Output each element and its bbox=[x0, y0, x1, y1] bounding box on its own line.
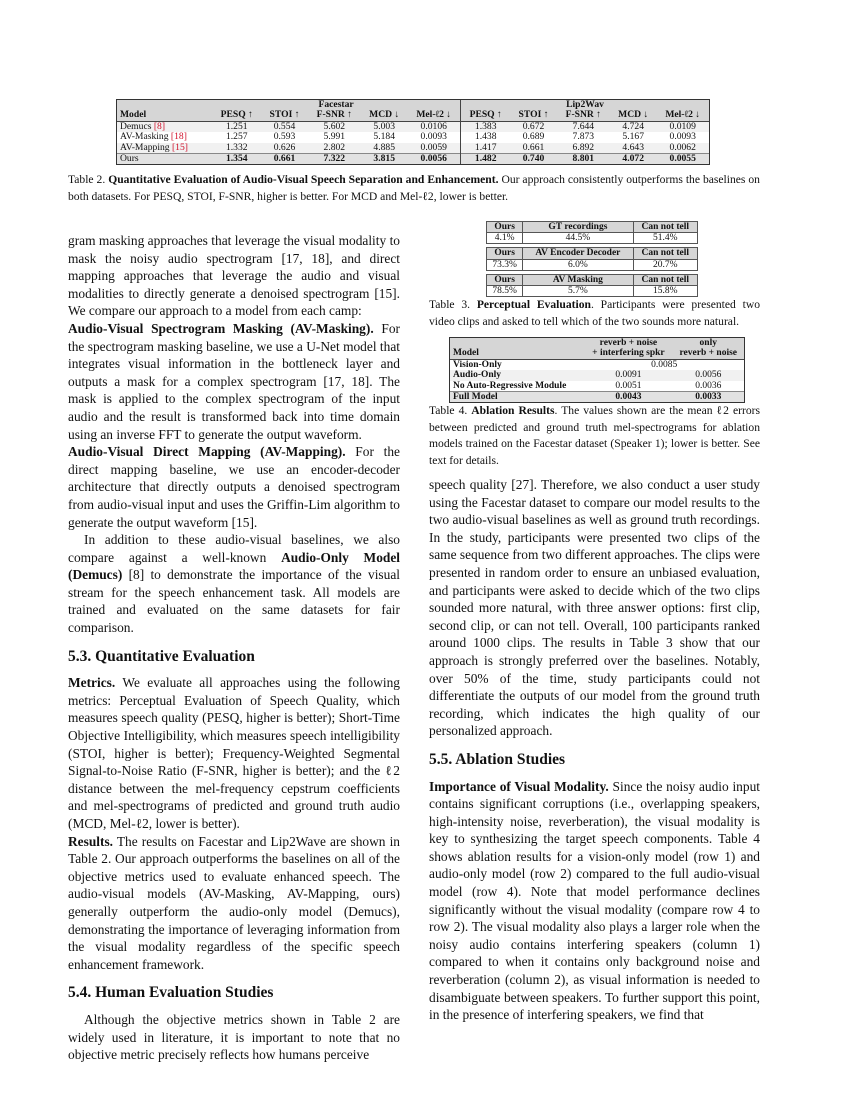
cell: 4.643 bbox=[610, 143, 656, 154]
cell: 3.815 bbox=[361, 154, 407, 165]
table-row: 73.3% 6.0% 20.7% bbox=[487, 259, 698, 270]
cell: 0.0059 bbox=[407, 143, 460, 154]
row-model: Ours bbox=[117, 154, 212, 165]
cell: 1.438 bbox=[461, 132, 511, 142]
cell: 0.740 bbox=[510, 154, 556, 165]
cell: 1.251 bbox=[212, 121, 261, 132]
right-column bbox=[429, 476, 760, 1024]
cell: 1.383 bbox=[461, 121, 511, 132]
paragraph-user-study: speech quality [27]. Therefore, we also conduct a user study using the Facestar dataset to compare our model results to the two audio-visual baselines as well as ground truth recordings. In the study, participants were presented two clips of the same sequence from two different approaches. The clips were presented in random order to ensure an unbiased evaluation, and participants were asked to decide which of the two clips sounded more natural, with three answer options: first clip, second clip, or can not tell. Overall, 100 participants ranked around 1000 clips. The results in Table 3 show that our approach is strongly preferred over the baselines. Notably, over 50% of the time, study participants could not differentiate the outputs of our model from the ground truth recording, which indicates the high quality of our personalized approach. bbox=[429, 477, 760, 739]
metric-header: Mel-ℓ2 ↓ bbox=[656, 110, 709, 121]
metric-header: Mel-ℓ2 ↓ bbox=[407, 110, 460, 121]
metric-header: PESQ ↑ bbox=[212, 110, 261, 121]
cell: 5.184 bbox=[361, 132, 407, 142]
paragraph: Although the objective metrics shown in Table 2 are widely used in literature, it is important to note that no objective metric precisely reflects how humans perceive bbox=[68, 1011, 400, 1063]
cell: 1.332 bbox=[212, 143, 261, 154]
table-4-header: Model reverb + noise + interfering spkr only reverb + noise bbox=[450, 338, 744, 359]
section-heading-5-3: 5.3. Quantitative Evaluation bbox=[68, 647, 255, 665]
cell: 7.322 bbox=[308, 154, 361, 165]
table-3-caption: Table 3. Perceptual Evaluation. Participants were presented two video clips and asked to tell which of the two sounds more natural. bbox=[429, 298, 760, 328]
cell: 0.593 bbox=[261, 132, 307, 142]
table-3-header: Ours AV Masking Can not tell bbox=[487, 274, 698, 285]
cell: 1.354 bbox=[212, 154, 261, 165]
cell: 6.892 bbox=[557, 143, 610, 154]
cell: 5.167 bbox=[610, 132, 656, 142]
table-2 bbox=[117, 100, 709, 164]
cell: 0.0055 bbox=[656, 154, 709, 165]
paragraph: gram masking approaches that leverage the visual modality to mask the noisy audio spectrogram [17, 18], and direct mapping approaches that leverage the audio and visual modalities to directly generate a denoised spectrogram [15]. We compare our approach to a model from each camp: bbox=[68, 233, 400, 319]
cell: 0.672 bbox=[510, 121, 556, 132]
cell: 5.991 bbox=[308, 132, 361, 142]
table-row-ours bbox=[117, 154, 709, 165]
cell: 7.873 bbox=[557, 132, 610, 142]
cell: 0.0062 bbox=[656, 143, 709, 154]
table-row-full-model: Full Model 0.0043 0.0033 bbox=[450, 392, 744, 403]
table-2-caption: Table 2. Quantitative Evaluation of Audio-Visual Speech Separation and Enhancement. Our approach consistently outperforms the baselines on both datasets. For PESQ, STOI, F-SNR, higher is better. For MCD and Mel-ℓ2, lower is better. bbox=[68, 173, 760, 203]
metric-header: MCD ↓ bbox=[361, 110, 407, 121]
left-column bbox=[68, 232, 400, 1064]
cell: 0.0056 bbox=[407, 154, 460, 165]
cell: 4.724 bbox=[610, 121, 656, 132]
table-2-metric-header bbox=[117, 110, 709, 121]
paragraph-visual-modality: Importance of Visual Modality. Since the noisy audio input contains significant corruptions (i.e., overlapping speakers, high-intensity noise, reverberation), the visual modality is key to synthesizing the target speech components. Table 4 shows ablation results for a vision-only model (row 1) and audio-only model (row 2) compared to the full audio-visual model (row 4). Note that model performance declines significantly without the visual modality (compare row 4 to row 2). The visual modality also plays a larger role when the noisy audio contains interfering speakers (column 1) compared to when it contains only background noise and reverberation (column 2), as visual information is needed to disambiguate between speakers. To further support this point, in the presence of interfering speakers, we find that bbox=[429, 778, 760, 1023]
metric-header: STOI ↑ bbox=[261, 110, 307, 121]
model-header: Model bbox=[117, 110, 212, 121]
table-row: 4.1% 44.5% 51.4% bbox=[487, 233, 698, 244]
cell: 0.661 bbox=[510, 143, 556, 154]
metric-header: STOI ↑ bbox=[510, 110, 556, 121]
paragraph-metrics: Metrics. We evaluate all approaches using the following metrics: Perceptual Evaluation of Speech Quality, which measures speech quality (PESQ, higher is better); Short-Time Objective Intelligibility, which measures speech intelligibility (STOI, higher is better); Frequency-Weighted Segmental Signal-to-Noise Ratio (F-SNR, higher is better); and the ℓ2 distance between the mel-frequency cepstrum coefficients and mel-spectrograms of predicted and ground truth audio (MCD, Mel-ℓ2, lower is better). bbox=[68, 675, 400, 831]
table-row: Audio-Only 0.0091 0.0056 bbox=[450, 370, 744, 380]
group-lip2wav: Lip2Wav bbox=[461, 100, 709, 110]
cell: 0.554 bbox=[261, 121, 307, 132]
cell: 0.689 bbox=[510, 132, 556, 142]
paragraph-results: Results. The results on Facestar and Lip2Wave are shown in Table 2. Our approach outperforms the baselines on all of the objective metrics used to evaluate enhanced speech. The audio-visual models (AV-Masking, AV-Mapping, ours) generally outperform the audio-only model (Demucs), demonstrating the importance of leveraging information from the visual modality regardless of the specific speech enhancement framework. bbox=[68, 833, 400, 972]
cell: 8.801 bbox=[557, 154, 610, 165]
metric-header: F-SNR ↑ bbox=[557, 110, 610, 121]
cell: 1.417 bbox=[461, 143, 511, 154]
cell: 0.661 bbox=[261, 154, 307, 165]
cell: 1.482 bbox=[461, 154, 511, 165]
cell: 5.003 bbox=[361, 121, 407, 132]
cell: 0.0109 bbox=[656, 121, 709, 132]
table-row bbox=[117, 132, 709, 142]
table-row: Vision-Only 0.0085 bbox=[450, 359, 744, 370]
section-heading-5-5: 5.5. Ablation Studies bbox=[429, 750, 566, 768]
cell: 4.885 bbox=[361, 143, 407, 154]
paragraph-av-masking: Audio-Visual Spectrogram Masking (AV-Masking). For the spectrogram masking baseline, we use a U-Net model that integrates visual information in the bottleneck layer and outputs a mask for a complex spectrogram [17, 18]. The mask is applied to the complex spectrogram of the input audio and the result is transformed back into time domain using an inverse FFT to generate the output waveform. bbox=[68, 320, 400, 442]
metric-header: F-SNR ↑ bbox=[308, 110, 361, 121]
cell: 1.257 bbox=[212, 132, 261, 142]
metric-header: PESQ ↑ bbox=[461, 110, 511, 121]
row-model: Demucs [8] bbox=[117, 121, 212, 132]
section-heading-5-4: 5.4. Human Evaluation Studies bbox=[68, 984, 274, 1002]
cell: 0.0093 bbox=[407, 132, 460, 142]
cell: 0.626 bbox=[261, 143, 307, 154]
metric-header: MCD ↓ bbox=[610, 110, 656, 121]
table-3-header: Ours GT recordings Can not tell bbox=[487, 222, 698, 233]
group-facestar: Facestar bbox=[212, 100, 460, 110]
table-row: No Auto-Regressive Module 0.0051 0.0036 bbox=[450, 381, 744, 392]
cell: 0.0106 bbox=[407, 121, 460, 132]
cell: 0.0093 bbox=[656, 132, 709, 142]
cell: 7.644 bbox=[557, 121, 610, 132]
table-row: 78.5% 5.7% 15.8% bbox=[487, 286, 698, 297]
table-3-header: Ours AV Encoder Decoder Can not tell bbox=[487, 248, 698, 259]
cell: 4.072 bbox=[610, 154, 656, 165]
table-4-caption: Table 4. Ablation Results. The values shown are the mean ℓ2 errors between predicted and ground truth mel-spectrograms for ablation models trained on the Facestar dataset (Speaker 1); lower is better. See text for details. bbox=[429, 404, 760, 467]
cell: 2.802 bbox=[308, 143, 361, 154]
table-row bbox=[117, 143, 709, 154]
table-row bbox=[117, 121, 709, 132]
paragraph-av-mapping: Audio-Visual Direct Mapping (AV-Mapping). For the direct mapping baseline, we use an encoder-decoder architecture that directly outputs a denoised spectrogram from audio-visual input and uses the Griffin-Lim algorithm to generate the output waveform [15]. bbox=[68, 444, 401, 530]
paragraph-demucs: In addition to these audio-visual baselines, we also compare against a well-known Audio-Only Model (Demucs) [8] to demonstrate the importance of the visual stream for the speech enhancement task. All models are trained and evaluated on the same datasets for fair comparison. bbox=[68, 532, 401, 636]
cell: 5.602 bbox=[308, 121, 361, 132]
table-4 bbox=[450, 338, 744, 402]
row-model: AV-Masking [18] bbox=[117, 132, 212, 142]
table-3 bbox=[486, 221, 698, 297]
row-model: AV-Mapping [15] bbox=[117, 143, 212, 154]
